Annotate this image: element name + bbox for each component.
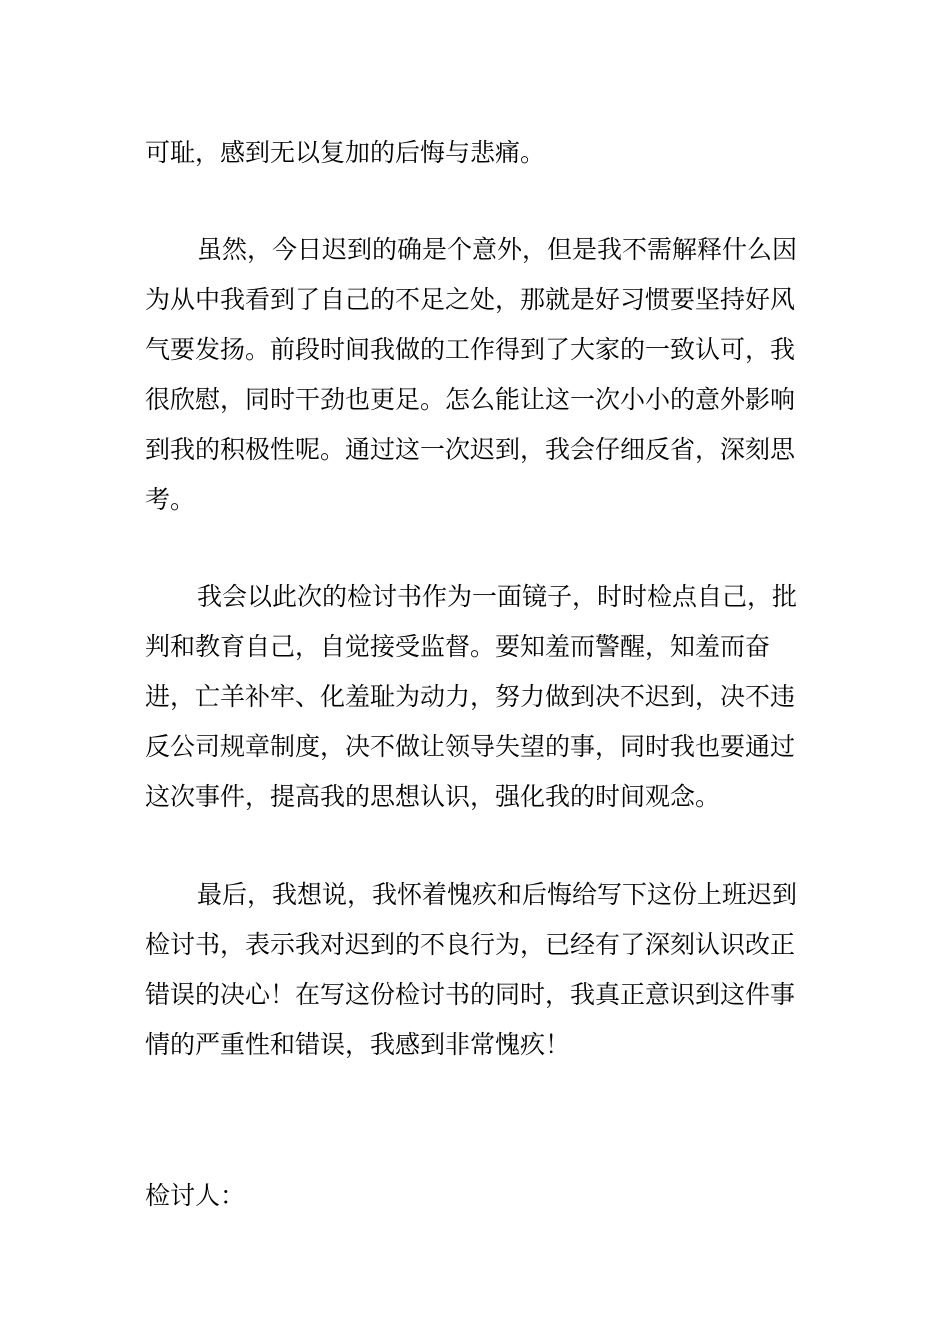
paragraph-continuation: 可耻，感到无以复加的后悔与悲痛。: [145, 138, 546, 167]
paragraph-conclusion: 最后，我想说，我怀着愧疚和后悔给写下这份上班迟到检讨书，表示我对迟到的不良行为，已经有了深刻认识改正错误的决心！在写这份检讨书的同时，我真正意识到这件事情的严重性和错误，我感到非常愧疚！: [145, 880, 798, 1059]
paragraph-commitment: 我会以此次的检讨书作为一面镜子，时时检点自己，批判和教育自己，自觉接受监督。要知羞而警醒，知羞而奋进，亡羊补牢、化羞耻为动力，努力做到决不迟到，决不违反公司规章制度，决不做让领导失望的事，同时我也要通过这次事件，提高我的思想认识，强化我的时间观念。: [145, 582, 798, 811]
signature-label: 检讨人：: [145, 1181, 246, 1210]
paragraph-accident-explanation: 虽然，今日迟到的确是个意外，但是我不需解释什么因为从中我看到了自己的不足之处，那就是好习惯要坚持好风气要发扬。前段时间我做的工作得到了大家的一致认可，我很欣慰，同时干劲也更足。怎么能让这一次小小的意外影响到我的积极性呢。通过这一次迟到，我会仔细反省，深刻思考。: [145, 235, 798, 514]
